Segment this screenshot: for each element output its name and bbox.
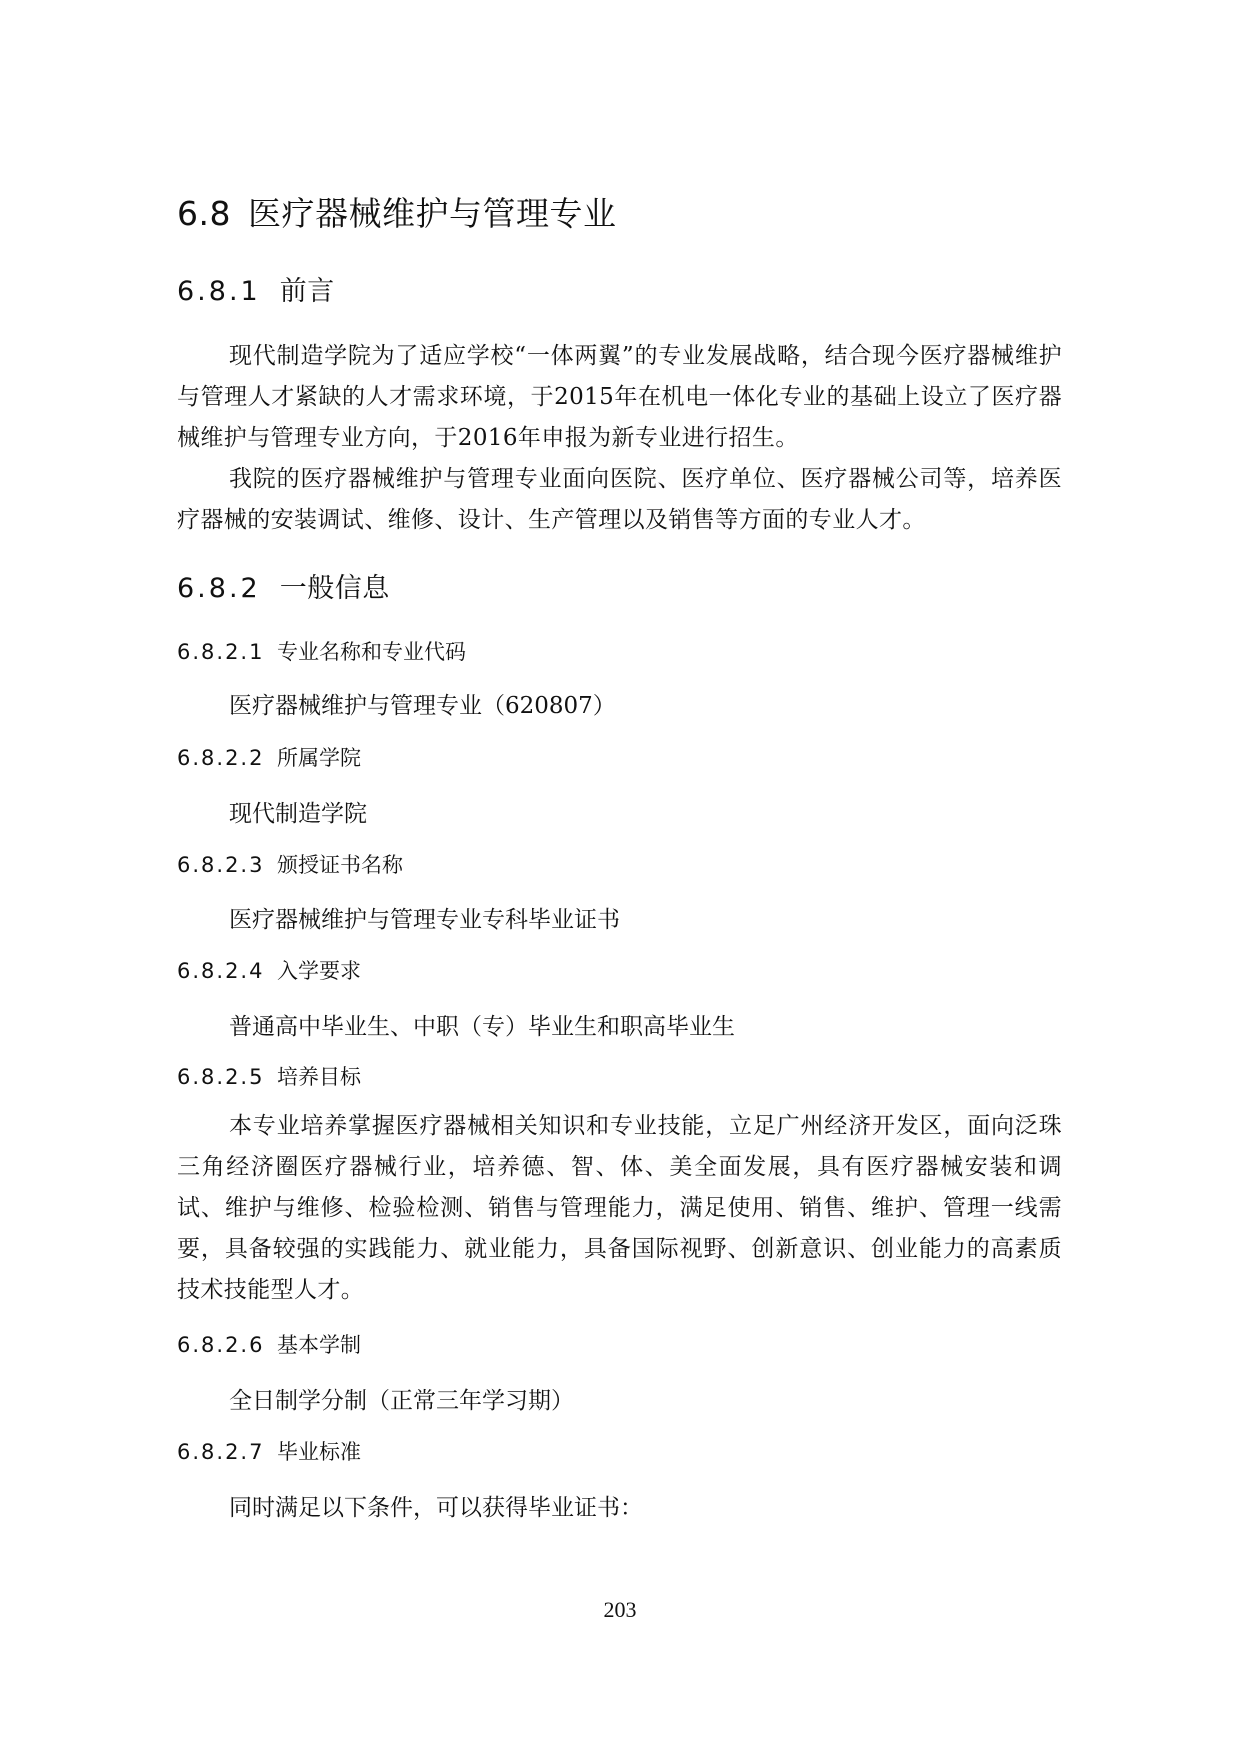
foreword-heading: [177, 269, 335, 308]
section-number: 6.8: [177, 194, 231, 233]
subsection-heading: [177, 742, 361, 772]
subsection-title: 颁授证书名称: [277, 853, 403, 877]
subsection-number: 6.8.2.5: [177, 1065, 265, 1089]
subsection-title: 毕业标准: [277, 1440, 361, 1464]
subsection-number: 6.8.2.6: [177, 1333, 265, 1357]
training-goal-paragraph: 本专业培养掌握医疗器械相关知识和专业技能，立足广州经济开发区，面向泛珠三角经济圈医疗器械行业，培养德、智、体、美全面发展，具有医疗器械安装和调试、维护与维修、检验检测、销售与管理能力，满足使用、销售、维护、管理一线需要，具备较强的实践能力、就业能力，具备国际视野、创新意识、创业能力的高素质技术技能型人才。: [177, 1113, 1062, 1303]
subsection-title: 专业名称和专业代码: [277, 640, 466, 664]
subsection-content: 全日制学分制（正常三年学习期）: [229, 1388, 574, 1414]
subsection-title: 入学要求: [277, 959, 361, 983]
subsection-number: 6.8.2.2: [177, 746, 265, 770]
foreword-title: 前言: [279, 276, 335, 307]
subsection-heading: [177, 1061, 361, 1091]
subsection-number: 6.8.2.4: [177, 959, 265, 983]
subsection-content: 医疗器械维护与管理专业（620807）: [229, 693, 616, 719]
subsection-title: 培养目标: [277, 1065, 361, 1089]
page-number: 203: [603, 1597, 637, 1622]
general-info-number: 6.8.2: [177, 573, 261, 604]
subsection-heading: [177, 849, 403, 879]
subsection-number: 6.8.2.7: [177, 1440, 265, 1464]
subsection-content: 普通高中毕业生、中职（专）毕业生和职高毕业生: [229, 1014, 735, 1040]
subsection-content: 医疗器械维护与管理专业专科毕业证书: [229, 907, 620, 933]
subsection-number: 6.8.2.3: [177, 853, 265, 877]
subsection-content: 同时满足以下条件，可以获得毕业证书：: [229, 1495, 643, 1521]
general-info-heading: [177, 566, 390, 605]
subsection-number: 6.8.2.1: [177, 640, 265, 664]
subsection-title: 基本学制: [277, 1333, 361, 1357]
subsection-heading: [177, 955, 361, 985]
subsection-heading: [177, 636, 466, 666]
section-title: 医疗器械维护与管理专业: [247, 194, 617, 233]
foreword-number: 6.8.1: [177, 276, 261, 307]
foreword-paragraph-2: 我院的医疗器械维护与管理专业面向医院、医疗单位、医疗器械公司等，培养医疗器械的安装调试、维修、设计、生产管理以及销售等方面的专业人才。: [177, 466, 1062, 533]
subsection-title: 所属学院: [277, 746, 361, 770]
foreword-paragraph-1: 现代制造学院为了适应学校“一体两翼”的专业发展战略，结合现今医疗器械维护与管理人才紧缺的人才需求环境，于2015年在机电一体化专业的基础上设立了医疗器械维护与管理专业方向，于2016年申报为新专业进行招生。: [177, 343, 1062, 451]
subsection-content: 现代制造学院: [229, 801, 367, 827]
section-heading: [177, 188, 616, 235]
general-info-title: 一般信息: [279, 573, 390, 604]
subsection-heading: [177, 1436, 361, 1466]
subsection-heading: [177, 1329, 361, 1359]
